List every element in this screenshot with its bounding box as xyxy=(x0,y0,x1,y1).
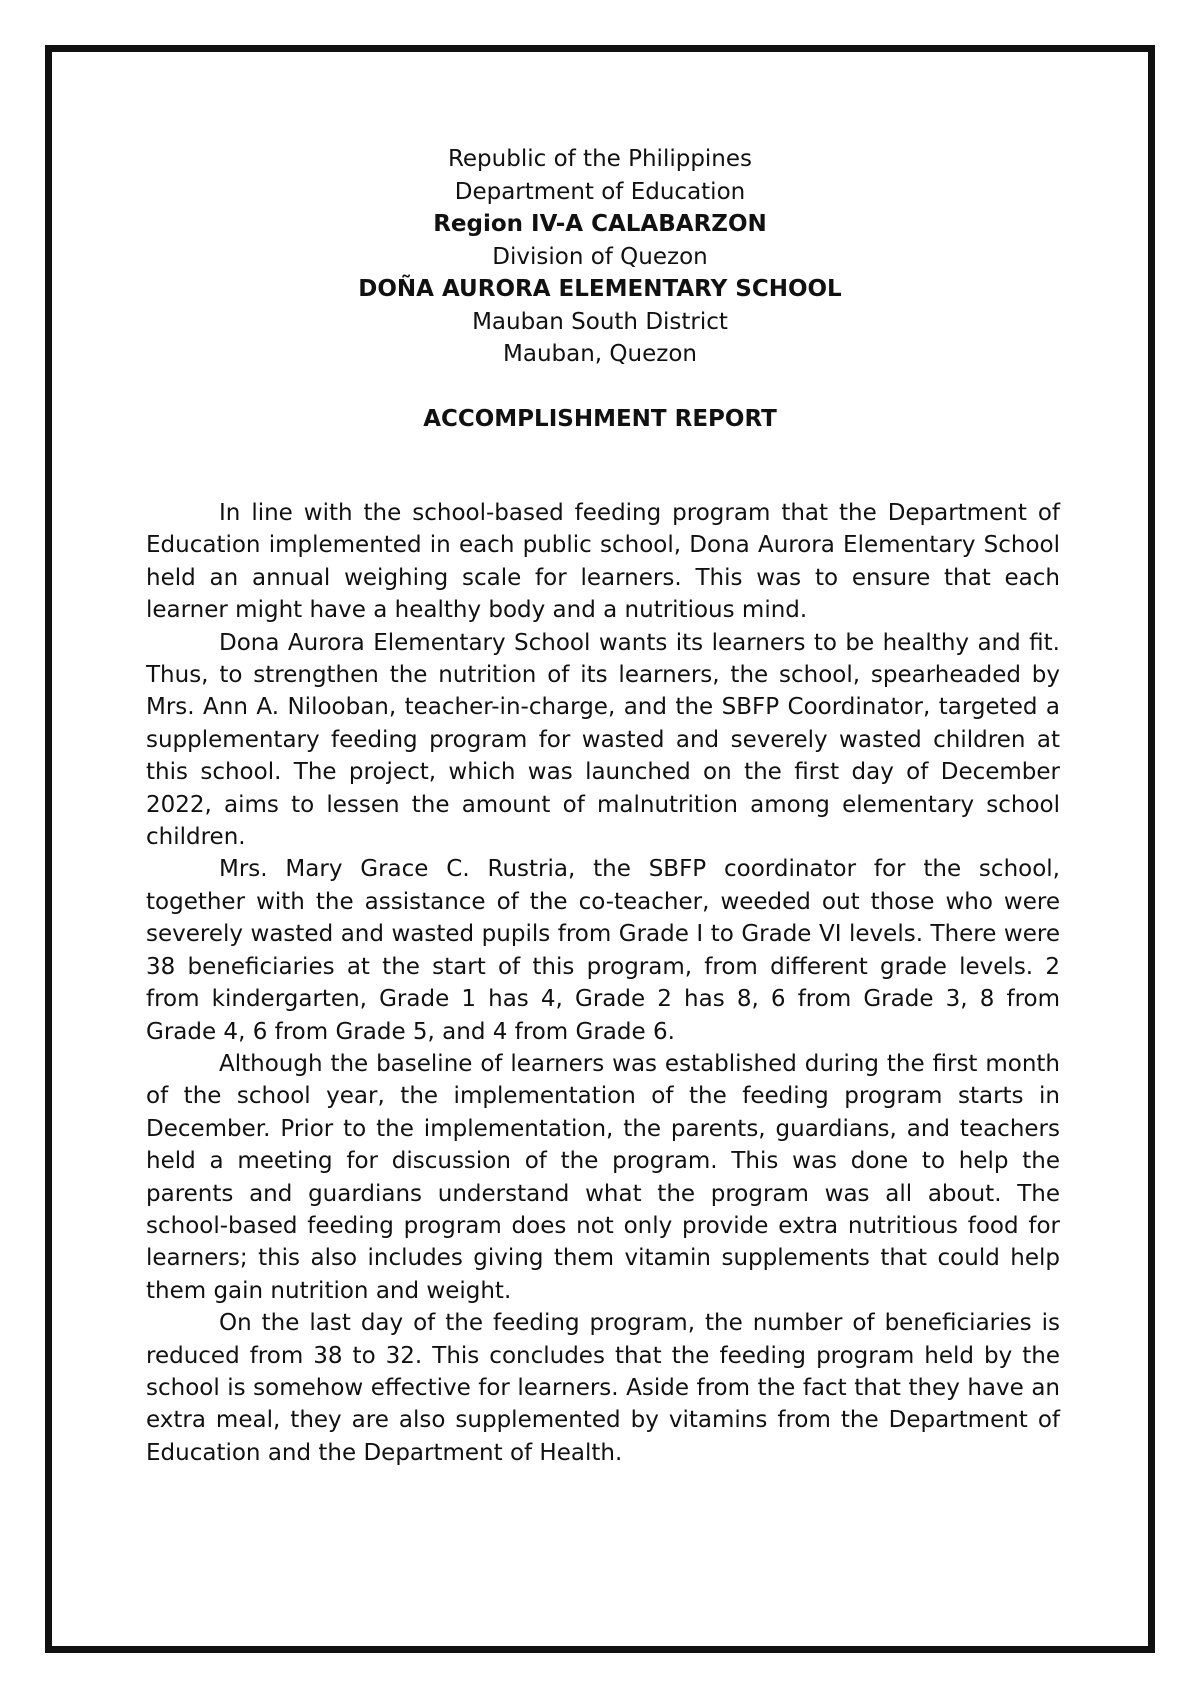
paragraph-1: In line with the school-based feeding program that the Department of Education implemented in each public school, Dona Aurora Elementary School held an annual weighing scale for learners. This was to ensure that each learner might have a healthy body and a nutritious mind. xyxy=(146,500,1060,624)
header-school-name: DOÑA AURORA ELEMENTARY SCHOOL xyxy=(358,276,842,302)
header-division: Division of Quezon xyxy=(492,243,708,270)
report-title: ACCOMPLISHMENT REPORT xyxy=(423,406,777,432)
report-body xyxy=(146,497,1060,1469)
paragraph-5: On the last day of the feeding program, the number of beneficiaries is reduced from 38 to 32. This concludes that the feeding program held by the school is somehow effective for learners. Aside from the fact that they have an extra meal, they are also supplemented by vitamins from the Department of Education and the Department of Health. xyxy=(146,1310,1060,1466)
header-district: Mauban South District xyxy=(472,308,728,335)
paragraph-4: Although the baseline of learners was established during the first month of the school year, the implementation of the feeding program starts in December. Prior to the implementation, the parents, guardians, and teachers held a meeting for discussion of the program. This was done to help the parents and guardians understand what the program was all about. The school-based feeding program does not only provide extra nutritious food for learners; this also includes giving them vitamin supplements that could help them gain nutrition and weight. xyxy=(146,1050,1060,1304)
letterhead xyxy=(0,143,1200,371)
header-department: Department of Education xyxy=(454,178,746,205)
header-republic: Republic of the Philippines xyxy=(447,146,753,172)
header-region: Region IV-A CALABARZON xyxy=(433,211,767,237)
paragraph-2: Dona Aurora Elementary School wants its learners to be healthy and fit. Thus, to strengthen the nutrition of its learners, the school, spearheaded by Mrs. Ann A. Nilooban, teacher-in-charge, and the SBFP Coordinator, targeted a supplementary feeding program for wasted and severely wasted children at this school. The project, which was launched on the first day of December 2022, aims to lessen the amount of malnutrition among elementary school children. xyxy=(146,629,1060,851)
header-location: Mauban, Quezon xyxy=(503,341,697,367)
paragraph-3: Mrs. Mary Grace C. Rustria, the SBFP coordinator for the school, together with the assistance of the co-teacher, weeded out those who were severely wasted and wasted pupils from Grade I to Grade VI levels. There were 38 beneficiaries at the start of this program, from different grade levels. 2 from kindergarten, Grade 1 has 4, Grade 2 has 8, 6 from Grade 3, 8 from Grade 4, 6 from Grade 5, and 4 from Grade 6. xyxy=(146,856,1060,1045)
